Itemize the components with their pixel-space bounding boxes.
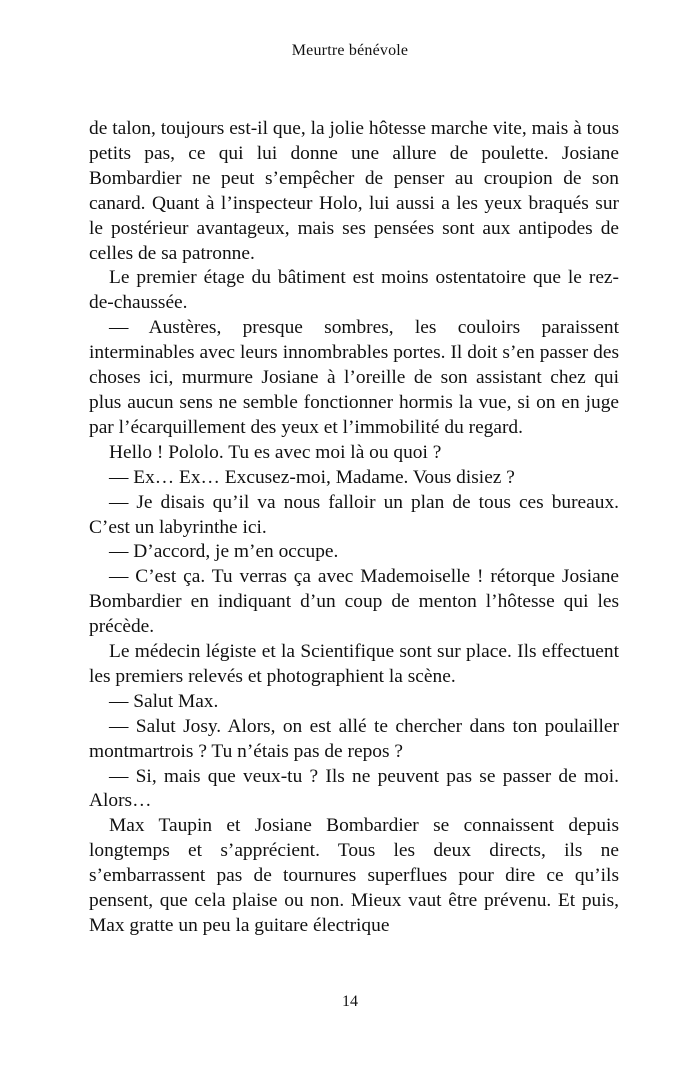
paragraph: Le premier étage du bâtiment est moins ostentatoire que le rez-de-chaussée. — [89, 267, 619, 314]
paragraph: — Austères, presque sombres, les couloirs paraissent interminables avec leurs innombrables portes. Il doit s’en passer des choses ici, murmure Josiane à l’oreille de son assistant chez qui plus aucun sens ne semble fonctionner hormis la vue, si on en juge par l’écarquillement des yeux et l’immobilité du regard. — [89, 317, 619, 438]
paragraph: — C’est ça. Tu verras ça avec Mademoiselle ! rétorque Josiane Bombardier en indiquant d’un coup de menton l’hôtesse qui les précède. — [89, 566, 619, 638]
page-number: 14 — [342, 993, 358, 1010]
body-text — [89, 117, 619, 939]
paragraph: — Si, mais que veux-tu ? Ils ne peuvent pas se passer de moi. Alors… — [89, 765, 619, 812]
paragraph: — D’accord, je m’en occupe. — [109, 541, 339, 563]
paragraph: — Salut Max. — [109, 690, 219, 712]
running-header: Meurtre bénévole — [291, 42, 409, 59]
paragraph: de talon, toujours est-il que, la jolie hôtesse marche vite, mais à tous petits pas, ce qui lui donne une allure de poulette. Josiane Bombardier ne peut s’empêcher de penser au croupion de son canard. Quant à l’inspecteur Holo, lui aussi a les yeux braqués sur le postérieur avantageux, mais ses pensées sont aux antipodes de celles de sa patronne. — [89, 118, 619, 264]
paragraph: Le médecin légiste et la Scientifique sont sur place. Ils effectuent les premiers relevés et photographient la scène. — [89, 641, 619, 687]
paragraph: — Salut Josy. Alors, on est allé te chercher dans ton poulailler montmartrois ? Tu n’étais pas de repos ? — [89, 715, 619, 762]
paragraph: — Je disais qu’il va nous falloir un plan de tous ces bureaux. C’est un labyrinthe ici. — [89, 491, 619, 538]
paragraph: Hello ! Pololo. Tu es avec moi là ou quoi ? — [109, 441, 442, 463]
paragraph: Max Taupin et Josiane Bombardier se connaissent depuis longtemps et s’apprécient. Tous les deux directs, ils ne s’embarrassent pas de tournures superflues pour dire ce qu’ils pensent, que cela plaise ou non. Mieux vaut être prévenu. Et puis, Max gratte un peu la guitare électrique — [89, 815, 619, 936]
paragraph: — Ex… Ex… Excusez-moi, Madame. Vous disiez ? — [109, 466, 515, 488]
